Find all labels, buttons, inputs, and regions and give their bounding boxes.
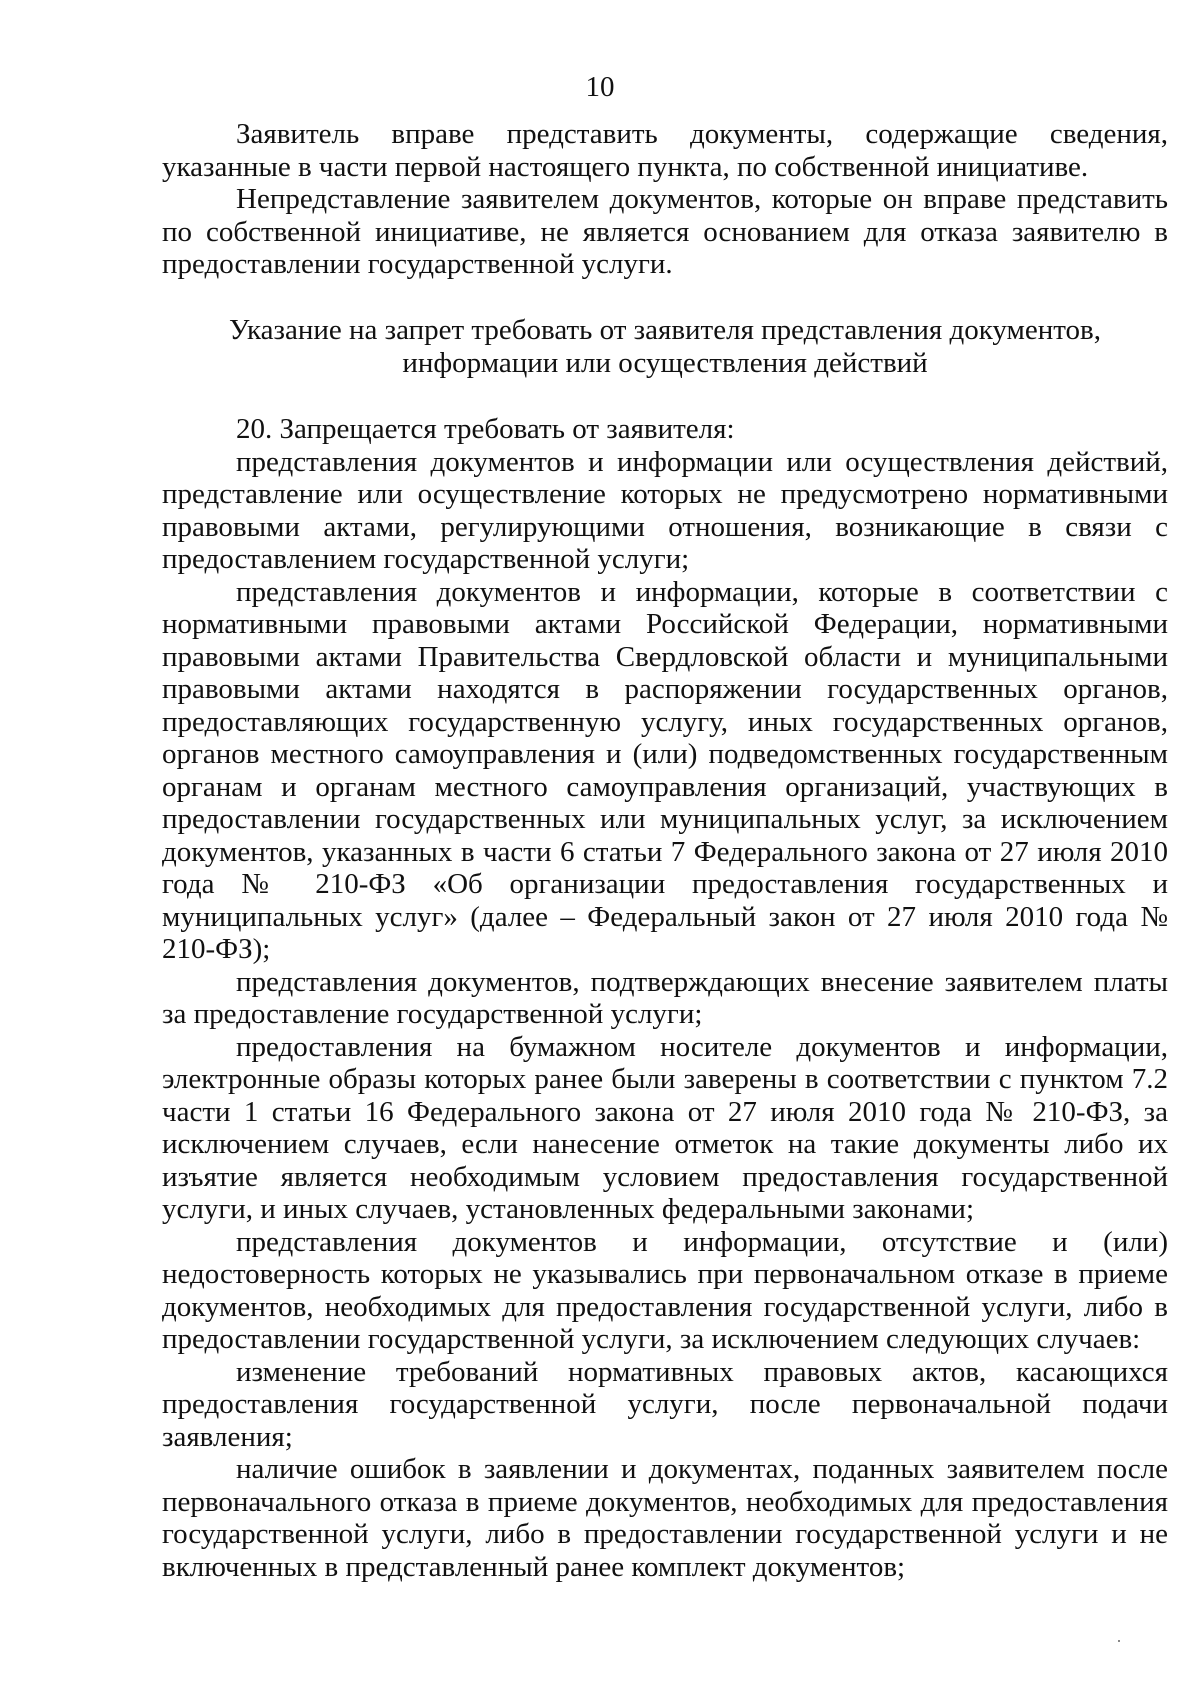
paragraph-requirements-changed: изменение требований нормативных правовых актов, касающихся предоставления государственной услуги, после первоначальной подачи заявления;	[162, 1355, 1168, 1453]
section-heading-line-2: информации или осуществления действий	[402, 346, 928, 379]
paragraph-not-provided-by-acts: представления документов и информации или осуществления действий, представление или осуществление которых не предусмотрено нормативными правовыми актами, регулирующими отношения, возникающие в связи с предоставлением государственной услуги;	[162, 445, 1168, 575]
paragraph-self-initiative: Заявитель вправе представить документы, содержащие сведения, указанные в части первой настоящего пункта, по собственной инициативе.	[162, 118, 1168, 183]
paragraph-paper-copies: предоставления на бумажном носителе документов и информации, электронные образы которых ранее были заверены в соответствии с пунктом 7.2 части 1 статьи 16 Федерального закона от 27 июля 2010 года № 210-ФЗ, за исключением случаев, если нанесение отметок на такие документы либо их изъятие является необходимым условием предоставления государственной услуги, и иных случаев, установленных федеральными законами;	[162, 1030, 1168, 1225]
paragraph-payment-proof: представления документов, подтверждающих внесение заявителем платы за предоставление государственной услуги;	[162, 965, 1168, 1030]
paragraph-non-submission: Непредставление заявителем документов, которые он вправе представить по собственной инициативе, не является основанием для отказа заявителю в предоставлении государственной услуги.	[162, 183, 1168, 280]
section-heading	[162, 314, 1168, 379]
section-heading-line-1: Указание на запрет требовать от заявителя представления документов,	[229, 314, 1101, 346]
paragraph-errors-in-application: наличие ошибок в заявлении и документах, поданных заявителем после первоначального отказа в приеме документов, необходимых для предоставления государственной услуги, либо в предоставлении государственной услуги и не включенных в представленный ранее комплект документов;	[162, 1453, 1168, 1583]
paragraph-not-indicated-on-refusal: представления документов и информации, отсутствие и (или) недостоверность которых не указывались при первоначальном отказе в приеме документов, необходимых для предоставления государственной услуги, либо в предоставлении государственной услуги, за исключением следующих случаев:	[162, 1225, 1168, 1355]
section-text-block	[162, 413, 1168, 1583]
intro-text-block	[162, 118, 1168, 281]
paragraph-held-by-authorities: представления документов и информации, которые в соответствии с нормативными правовыми актами Российской Федерации, нормативными правовыми актами Правительства Свердловской области и муниципальными правовыми актами находятся в распоряжении государственных органов, предоставляющих государственную услугу, иных государственных органов, органов местного самоуправления и (или) подведомственных государственным органам и органам местного самоуправления организаций, участвующих в предоставлении государственных или муниципальных услуг, за исключением документов, указанных в части 6 статьи 7 Федерального закона от 27 июля 2010 года № 210-ФЗ «Об организации предоставления государственных и муниципальных услуг» (далее – Федеральный закон от 27 июля 2010 года № 210-ФЗ);	[162, 575, 1168, 965]
paragraph-item-20: 20. Запрещается требовать от заявителя:	[236, 413, 735, 445]
scan-artifact-dot	[1118, 1640, 1120, 1642]
page-number: 10	[585, 71, 615, 103]
